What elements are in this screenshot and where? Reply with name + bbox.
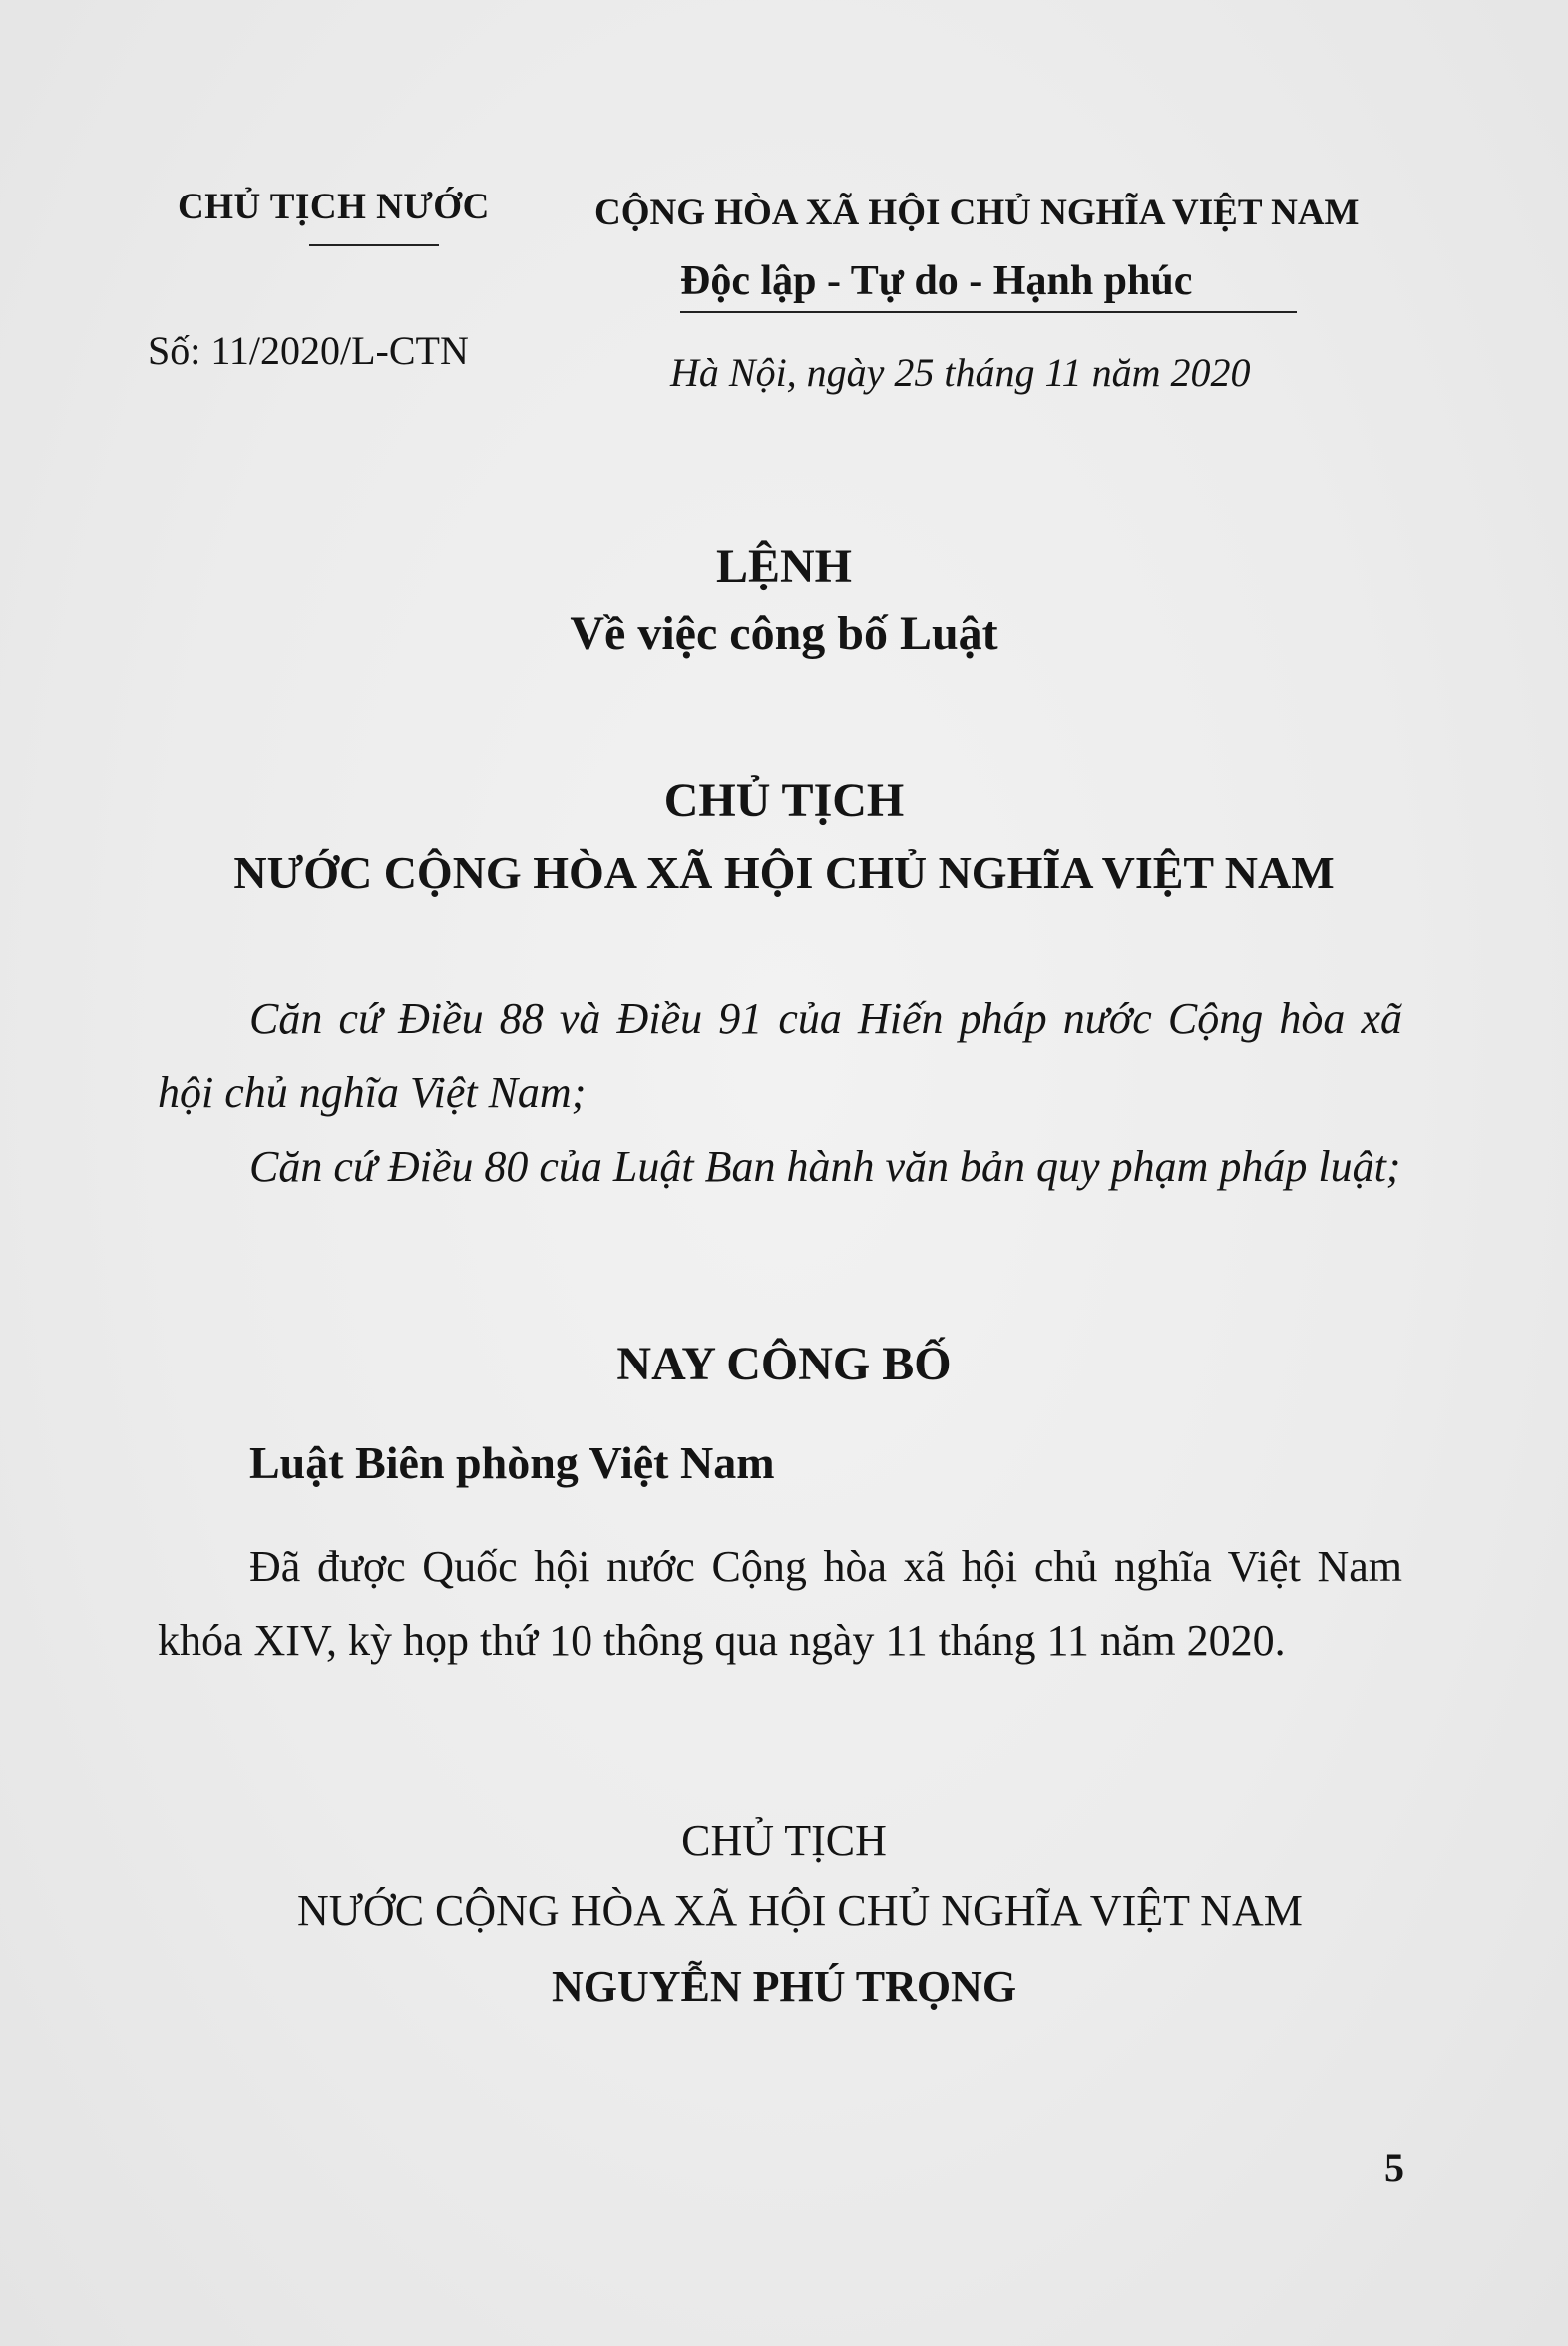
signature-title-line1: CHỦ TỊCH <box>681 1816 887 1865</box>
authority-underline <box>309 244 439 246</box>
document-number: Số: 11/2020/L-CTN <box>148 328 469 373</box>
republic-name: CỘNG HÒA XÃ HỘI CHỦ NGHĨA VIỆT NAM <box>594 193 1360 233</box>
document-subtitle: Về việc công bố Luật <box>570 607 998 660</box>
promulgation-heading: NAY CÔNG BỐ <box>616 1338 952 1390</box>
legal-basis-1: Căn cứ Điều 88 và Điều 91 của Hiến pháp nước Cộng hòa xã hội chủ nghĩa Việt Nam; <box>158 994 1402 1117</box>
law-name: Luật Biên phòng Việt Nam <box>249 1437 775 1488</box>
document-title: LỆNH <box>715 540 853 592</box>
legal-basis-2: Căn cứ Điều 80 của Luật Ban hành văn bản quy phạm pháp luật; <box>249 1142 1401 1191</box>
national-motto: Độc lập - Tự do - Hạnh phúc <box>680 258 1193 304</box>
page-number: 5 <box>1384 2146 1404 2190</box>
president-heading-line1: CHỦ TỊCH <box>663 774 905 827</box>
place-and-date: Hà Nội, ngày 25 tháng 11 năm 2020 <box>670 350 1251 395</box>
motto-underline <box>680 311 1297 313</box>
signatory-name: NGUYỄN PHÚ TRỌNG <box>551 1962 1017 2011</box>
passage-statement: Đã được Quốc hội nước Cộng hòa xã hội chủ nghĩa Việt Nam khóa XIV, kỳ họp thứ 10 thông qua ngày 11 tháng 11 năm 2020. <box>158 1542 1402 1665</box>
signature-title-line2: NƯỚC CỘNG HÒA XÃ HỘI CHỦ NGHĨA VIỆT NAM <box>297 1886 1303 1935</box>
issuing-authority: CHỦ TỊCH NƯỚC <box>178 187 490 227</box>
president-heading-line2: NƯỚC CỘNG HÒA XÃ HỘI CHỦ NGHĨA VIỆT NAM <box>233 847 1335 898</box>
